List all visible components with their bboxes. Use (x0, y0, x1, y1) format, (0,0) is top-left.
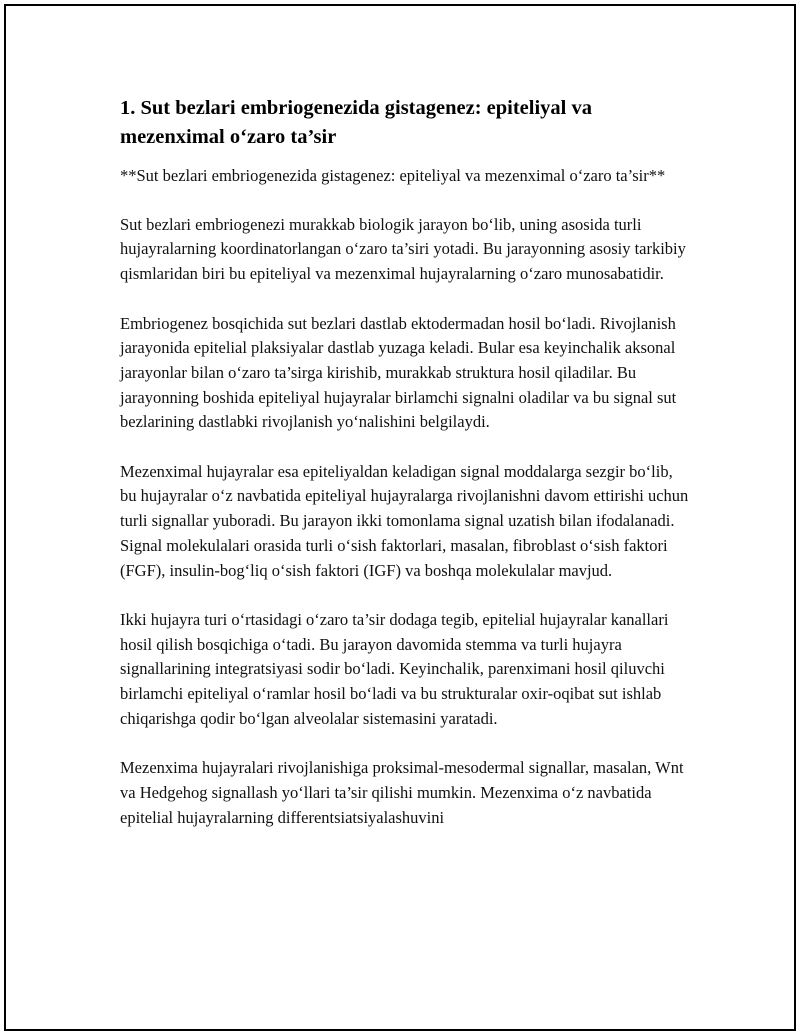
paragraph: Mezenximal hujayralar esa epiteliyaldan keladigan signal moddalarga sezgir bo‘lib, bu hujayralar o‘z navbatida epiteliyal hujayralarga rivojlanishni davom ettirishi uchun turli signallar yuboradi. Bu jarayon ikki tomonlama signal uzatish bilan ifodalanadi. Signal molekulalari orasida turli o‘sish faktorlari, masalan, fibroblast o‘sish faktori (FGF), insulin-bog‘liq o‘sish faktori (IGF) va boshqa molekulalar mavjud. (120, 461, 689, 580)
paragraph: Embriogenez bosqichida sut bezlari dastlab ektodermadan hosil bo‘ladi. Rivojlanish jarayonida epitelial plaksiyalar dastlab yuzaga keladi. Bular esa keyinchalik aksonal jarayonlar bilan o‘zaro ta’sirga kirishib, murakkab struktura hosil qiladilar. Bu jarayonning boshida epiteliyal hujayralar birlamchi signalni oladilar va bu signal sut bezlarining dastlabki rivojlanish yo‘nalishini belgilaydi. (120, 313, 677, 432)
paragraph: Ikki hujayra turi o‘rtasidagi o‘zaro ta’sir dodaga tegib, epitelial hujayralar kanallari hosil qilish bosqichiga o‘tadi. Bu jarayon davomida stemma va turli hujayra signallarining integratsiyasi sodir bo‘ladi. Keyinchalik, parenximani hosil qiluvchi birlamchi epiteliyal o‘ramlar hosil bo‘ladi va bu strukturalar oxir-oqibat sut ishlab chiqarishga qodir bo‘lgan alveolalar sistemasini yaratadi. (120, 609, 669, 728)
paragraph: Mezenxima hujayralari rivojlanishiga proksimal-mesodermal signallar, masalan, Wnt va Hedgehog signallash yo‘llari ta’sir qilishi mumkin. Mezenxima o‘z navbatida epitelial hujayralarning differentsiatsiyalashuvini (120, 758, 684, 827)
document-body (120, 94, 690, 855)
intro-heading-text: **Sut bezlari embriogenezida gistagenez: epiteliyal va mezenximal o‘zaro ta’sir** (120, 166, 666, 185)
paragraph: Sut bezlari embriogenezi murakkab biologik jarayon bo‘lib, uning asosida turli hujayralarning koordinatorlangan o‘zaro ta’siri yotadi. Bu jarayonning asosiy tarkibiy qismlaridan biri bu epiteliyal va mezenximal hujayralarning o‘zaro munosabatidir. (120, 214, 686, 284)
document-title: 1. Sut bezlari embriogenezida gistagenez: epiteliyal va mezenximal o‘zaro ta’sir (120, 97, 592, 148)
page-frame (4, 4, 796, 1031)
